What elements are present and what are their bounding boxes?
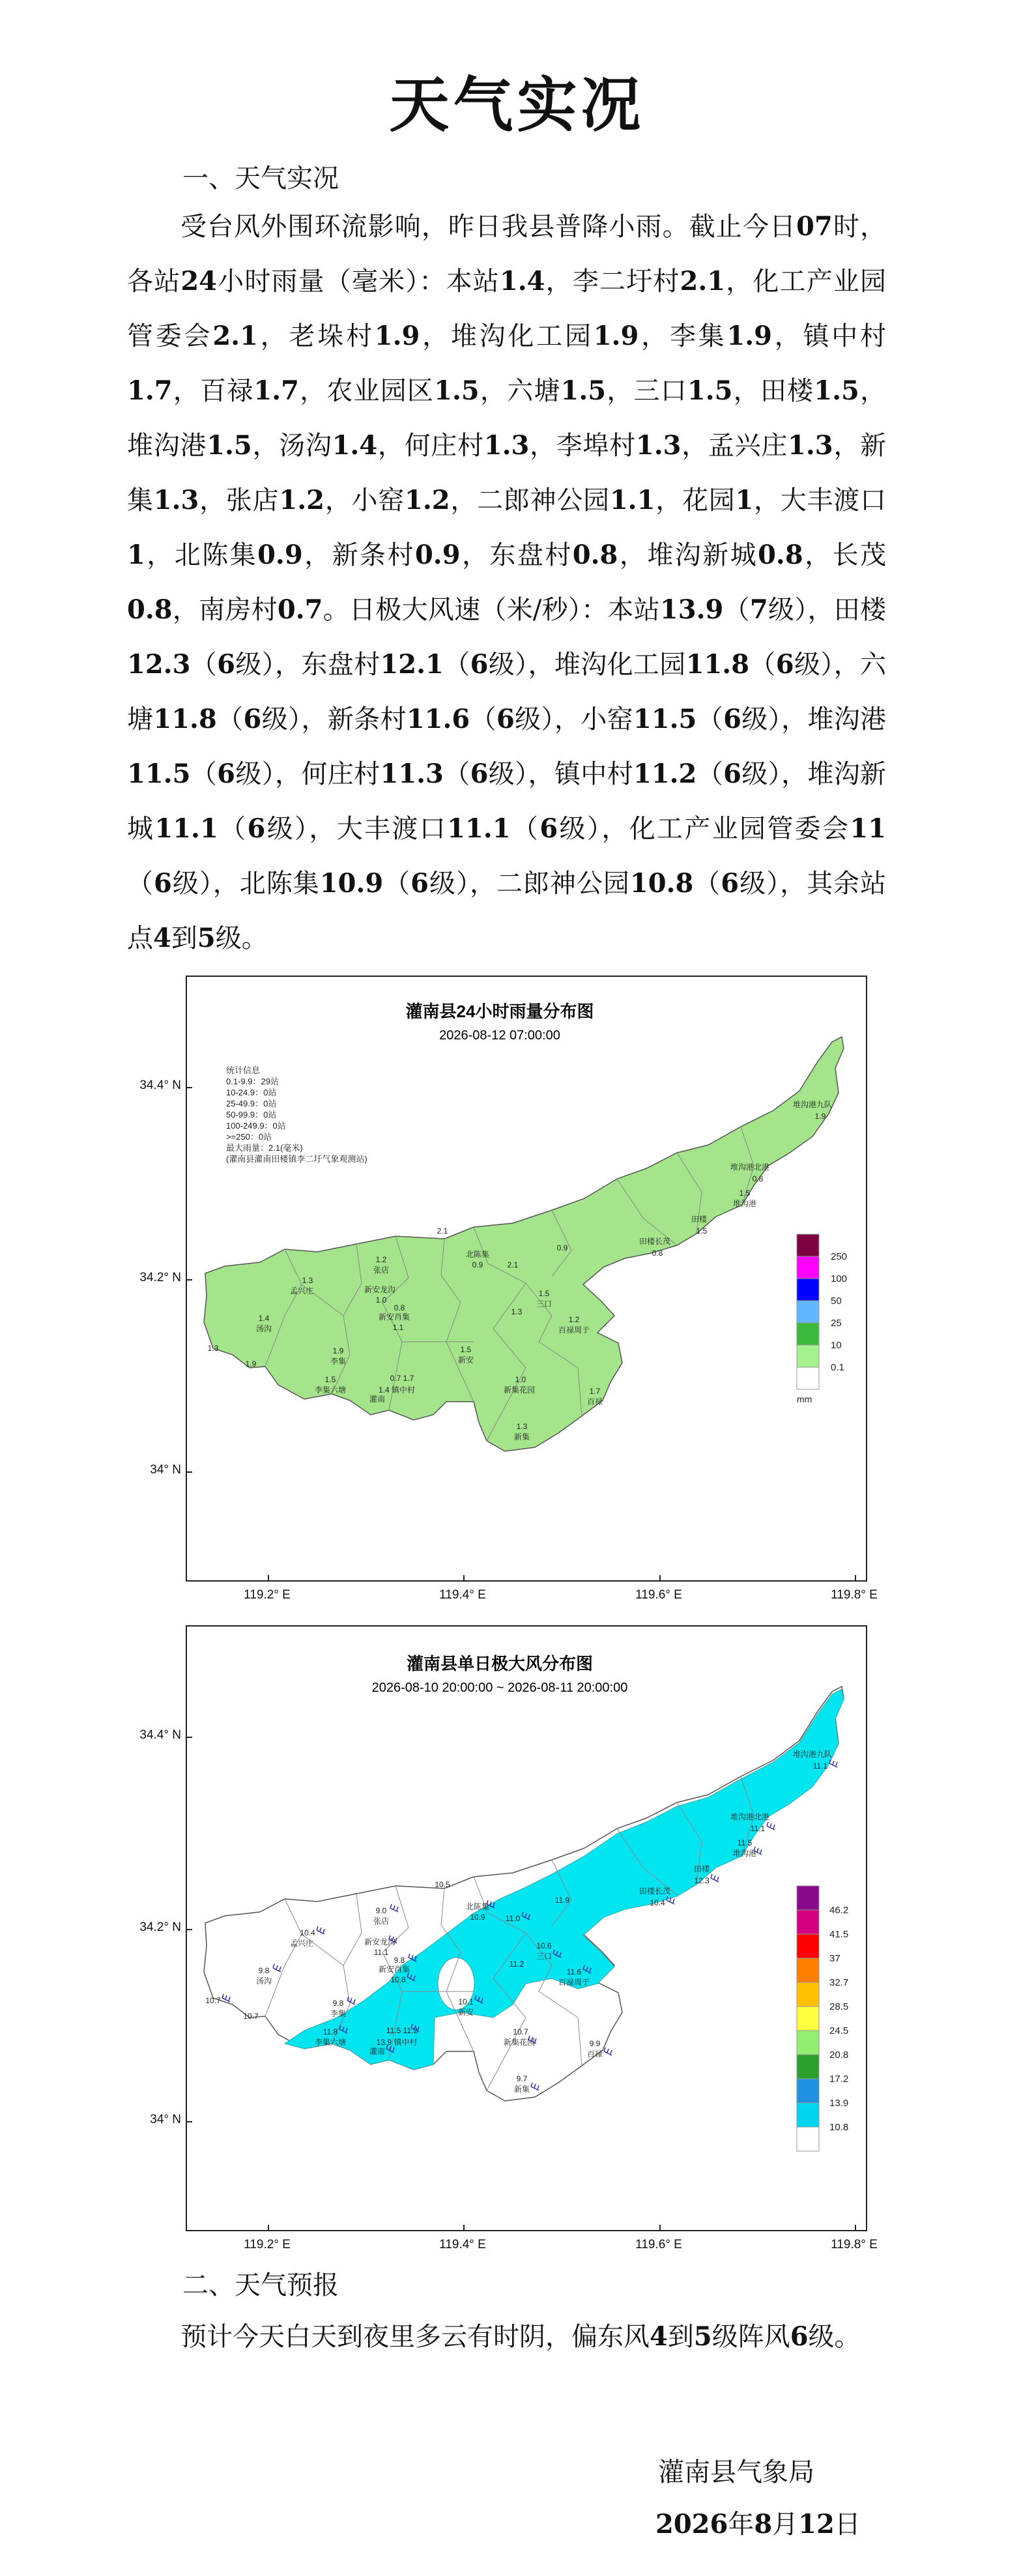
legend-swatch [797, 1367, 819, 1389]
station-label: 百禄周于 [558, 1978, 590, 1987]
station-label: 1.5 [696, 1226, 708, 1236]
y-tick-label: 34° N [150, 1463, 181, 1477]
station-label: 三口 [536, 1952, 553, 1961]
forecast-paragraph: 预计今天白天到夜里多云有时阴，偏东风4到5级阵风6级。 [180, 2321, 861, 2352]
x-tick-label: 119.2° E [244, 1588, 291, 1602]
legend-value: 20.8 [829, 2049, 849, 2061]
legend-value: 17.2 [829, 2074, 849, 2085]
weather-report-paragraph: 受台风外围环流影响，昨日我县普降小雨。截止今日07时，各站24小时雨量（毫米）：本站1.4，李二圩村2.1，化工产业园管委会2.1，老垛村1.9，堆沟化工园1.9，李集1.9，镇中村1.7，百禄1.7，农业园区1.5，六塘1.5，三口1.5，田楼1.5，堆沟港1.5，汤沟1.4，何庄村1.3，李埠村1.3，孟兴庄1.3，新集1.3，张店1.2，小窑1.2，二郎神公园1.1，花园1，大丰渡口1，北陈集0.9，新条村0.9，东盘村0.8，堆沟新城0.8，长茂0.8，南房村0.7。日极大风速（米/秒）：本站13.9（7级），田楼12.3（6级），东盘村12.1（6级），堆沟化工园11.8（6级），六塘11.8（6级），新条村11.6（6级），小窑11.5（6级），堆沟港11.5（6级），何庄村11.3（6级），镇中村11.2（6级），堆沟新城11.1（6级），大丰渡口11.1（6级），化工产业园管委会11（6级），北陈集10.9（6级），二郎神公园10.8（6级），其余站点4到5级。 [127, 211, 887, 953]
legend-value: 28.5 [829, 2001, 849, 2012]
station-label: 0.8 [394, 1303, 405, 1312]
station-label: 新集 [513, 2085, 530, 2094]
legend-value: 13.9 [829, 2098, 849, 2109]
station-label: 10.8 [390, 1975, 406, 1984]
station-label: 张店 [373, 1266, 390, 1275]
x-tick-label: 119.4° E [439, 1588, 486, 1602]
legend-value: 0.1 [831, 1362, 844, 1373]
signature-org: 灌南县气象局 [658, 2457, 814, 2487]
station-label: 堆沟港 [732, 1199, 757, 1208]
x-tick-label: 119.8° E [831, 1588, 878, 1602]
legend-swatch [797, 1934, 819, 1958]
wind-barb-icon [604, 2048, 612, 2055]
station-label: 堆沟港九队 [792, 1750, 833, 1759]
legend-value: 24.5 [829, 2025, 849, 2036]
station-label: 0.8 [652, 1249, 663, 1258]
legend-value: 46.2 [829, 1905, 849, 1916]
stat-line: 10-24.9：0站 [226, 1088, 277, 1097]
station-label: 10.1 [458, 1997, 474, 2006]
stat-line: 0.1-9.9：29站 [226, 1077, 279, 1086]
station-label: 0.8 [752, 1174, 764, 1183]
station-label: 堆沟港 [732, 1849, 757, 1858]
station-label: 9.8 [258, 1966, 270, 1975]
station-label: 李集 [330, 1357, 347, 1366]
wind-map-title: 灌南县单日极大风分布图 [406, 1654, 594, 1673]
y-tick-label: 34.2° N [139, 1271, 181, 1284]
station-label: 田楼 [691, 1215, 708, 1224]
station-label: 13.9 镇中村 [376, 2038, 418, 2047]
legend-swatch [797, 1886, 819, 1910]
station-label: 孟兴庄 [289, 1286, 314, 1295]
section-heading-1: 一、天气实况 [182, 164, 339, 194]
station-label: 新集花园 [503, 2038, 536, 2047]
station-label: 李集六塘 [314, 2038, 347, 2047]
stat-line: >=250：0站 [226, 1132, 272, 1142]
station-label: 1.5 [460, 1345, 472, 1354]
legend-swatch [797, 1345, 819, 1367]
stat-line: 100-249.9：0站 [226, 1121, 286, 1131]
legend-value: 41.5 [829, 1929, 849, 1940]
station-label: 堆沟港九队 [792, 1100, 833, 1109]
station-label: 张店 [373, 1917, 390, 1926]
station-label: 汤沟 [255, 1976, 272, 1986]
wind-map-time: 2026-08-10 20:00:00 ~ 2026-08-11 20:00:00 [371, 1681, 628, 1695]
stat-line: 统计信息 [226, 1065, 261, 1075]
station-label: 10.7 [513, 2027, 528, 2036]
legend-value: 37 [829, 1953, 840, 1964]
station-label: 1.3 [516, 1422, 528, 1431]
station-label: 1.5 [538, 1289, 550, 1298]
station-label: 10.4 [650, 1898, 665, 1907]
legend-value: 100 [831, 1273, 848, 1284]
legend-value: 10 [831, 1340, 842, 1351]
station-label: 田楼长茂 [639, 1237, 671, 1246]
station-label: 田楼长茂 [639, 1887, 671, 1896]
rain-legend [797, 1234, 847, 1404]
legend-value: 32.7 [829, 1977, 849, 1988]
station-label: 1.5 [739, 1189, 751, 1198]
station-label: 10.7 [205, 1996, 221, 2005]
legend-swatch [797, 1910, 819, 1934]
station-label: 2.1 [437, 1226, 448, 1236]
rain-map-time: 2026-08-12 07:00:00 [439, 1028, 560, 1043]
legend-swatch [797, 2031, 819, 2055]
station-label: 新安 [457, 1355, 474, 1365]
rain-map-stats [226, 1065, 367, 1164]
wind-barb-icon [767, 1822, 775, 1830]
x-tick-label: 119.6° E [635, 2238, 682, 2251]
rain-distribution-map [186, 976, 867, 1582]
page-title: 天气实况 [389, 70, 645, 140]
station-label: 10.9 [470, 1913, 485, 1922]
station-label: 11.9 [554, 1896, 570, 1905]
station-label: 1.7 [589, 1387, 601, 1396]
station-label: 百禄周于 [558, 1325, 590, 1335]
station-label: 11.1 [373, 1948, 389, 1957]
x-tick-label: 119.4° E [439, 2238, 486, 2251]
section-heading-2: 二、天气预报 [182, 2270, 339, 2300]
station-label: 1.9 [332, 1346, 344, 1355]
station-label: 1.5 [324, 1375, 336, 1384]
legend-value: 250 [831, 1251, 848, 1262]
station-label: 11.1 [750, 1824, 766, 1833]
wind-barb-icon [829, 1759, 837, 1767]
station-label: 11.2 [509, 1960, 524, 1969]
station-label: 9.8 [394, 1956, 405, 1965]
station-label: 新安肖集 [378, 1312, 410, 1322]
station-label: 1.4 镇中村 [378, 1385, 416, 1395]
station-label: 2.1 [507, 1260, 519, 1269]
station-label: 北陈集 [465, 1902, 490, 1911]
legend-swatch [797, 1301, 819, 1323]
station-label: 10.7 [243, 2012, 259, 2021]
station-label: 11.6 [566, 1967, 582, 1976]
legend-value: 50 [831, 1295, 842, 1307]
station-label: 李集 [330, 2009, 347, 2018]
y-tick-label: 34.4° N [139, 1078, 181, 1092]
station-label: 9.8 [332, 1999, 344, 2008]
station-label: 0.7 1.7 [390, 1374, 414, 1383]
legend-value: 10.8 [829, 2122, 849, 2133]
legend-swatch [797, 2055, 819, 2079]
legend-swatch [797, 1279, 819, 1301]
station-label: 新安 [457, 2008, 474, 2017]
station-label: 9.7 [516, 2074, 528, 2083]
station-label: 百禄 [586, 1397, 603, 1406]
station-label: 9.9 [589, 2039, 601, 2048]
legend-swatch [797, 1982, 819, 2006]
station-label: 10.5 [435, 1880, 450, 1889]
x-axis [268, 2225, 855, 2230]
wind-distribution-map [186, 1625, 867, 2231]
stat-line: (灌南县灌南田楼镇李二圩气象观测站) [226, 1154, 367, 1164]
station-label: 1.2 [375, 1255, 387, 1264]
legend-value: 25 [831, 1318, 842, 1329]
x-tick-label: 119.8° E [831, 2238, 878, 2251]
y-tick-label: 34° N [150, 2113, 181, 2126]
station-label: 1.0 [515, 1375, 526, 1384]
station-label: 堆沟港北港 [730, 1163, 770, 1172]
station-label: 新集 [513, 1432, 530, 1441]
legend-swatch [797, 2079, 819, 2103]
station-label: 10.4 [300, 1928, 315, 1937]
stat-line: 最大雨量：2.1(毫米) [226, 1143, 303, 1153]
station-label: 1.1 [392, 1323, 404, 1332]
legend-swatch [797, 1234, 819, 1256]
station-label: 新安龙沟 [364, 1937, 396, 1946]
y-tick-label: 34.2° N [139, 1920, 181, 1934]
y-axis [187, 1737, 192, 2122]
legend-swatch [797, 2006, 819, 2031]
station-label: 三口 [536, 1299, 553, 1309]
x-tick-label: 119.2° E [244, 2238, 291, 2251]
station-label: 1.3 [207, 1344, 219, 1353]
wind-barb-icon [711, 1874, 719, 1882]
station-label: 新安龙沟 [364, 1285, 396, 1294]
x-tick-label: 119.6° E [635, 1588, 682, 1602]
station-label: 1.3 [511, 1307, 523, 1316]
station-label: 11.5 [737, 1838, 753, 1847]
station-label: 1.4 [258, 1314, 270, 1323]
legend-unit: mm [797, 1394, 812, 1404]
legend-swatch [797, 2103, 819, 2127]
station-label: 堆沟港北港 [730, 1812, 770, 1821]
station-label: 百禄 [586, 2049, 603, 2059]
legend-swatch [797, 1323, 819, 1345]
station-label: 新集花园 [503, 1385, 536, 1395]
station-label: 11.8 [323, 2027, 338, 2036]
rain-map-title: 灌南县24小时雨量分布图 [405, 1002, 594, 1021]
station-label: 1.0 [375, 1295, 387, 1305]
station-label: 1.2 [568, 1315, 580, 1324]
y-tick-label: 34.4° N [139, 1728, 181, 1742]
legend-swatch [797, 2127, 819, 2151]
x-axis [268, 1575, 855, 1580]
station-label: 李集六塘 [314, 1385, 347, 1395]
stat-line: 25-49.9：0站 [226, 1099, 277, 1108]
station-label: 灌南 [369, 2047, 386, 2056]
y-axis [187, 1088, 192, 1472]
station-label: 北陈集 [465, 1250, 490, 1259]
station-label: 0.9 [472, 1260, 483, 1269]
station-label: 灌南 [369, 1395, 386, 1404]
station-label: 1.9 [245, 1359, 257, 1368]
station-label: 1.9 [814, 1112, 826, 1121]
wind-map-svg [187, 1627, 866, 2230]
signature-date: 2026年8月12日 [655, 2509, 861, 2540]
station-label: 0.9 [556, 1243, 568, 1252]
station-label: 12.3 [694, 1876, 710, 1885]
station-label: 10.6 [536, 1941, 552, 1950]
station-label: 11.1 [812, 1761, 828, 1771]
station-label: 11.5 11.2 [386, 2026, 418, 2035]
legend-swatch [797, 1958, 819, 1982]
station-label: 新安肖集 [378, 1965, 410, 1974]
rain-map-svg [187, 977, 866, 1580]
station-label: 9.0 [375, 1906, 387, 1915]
station-label: 汤沟 [255, 1324, 272, 1333]
station-label: 田楼 [693, 1864, 710, 1874]
wind-legend [797, 1886, 848, 2151]
station-label: 1.3 [302, 1276, 313, 1285]
legend-swatch [797, 1256, 819, 1279]
station-label: 11.0 [505, 1914, 521, 1923]
station-label: 孟兴庄 [289, 1939, 314, 1948]
stat-line: 50-99.9：0站 [226, 1110, 277, 1120]
